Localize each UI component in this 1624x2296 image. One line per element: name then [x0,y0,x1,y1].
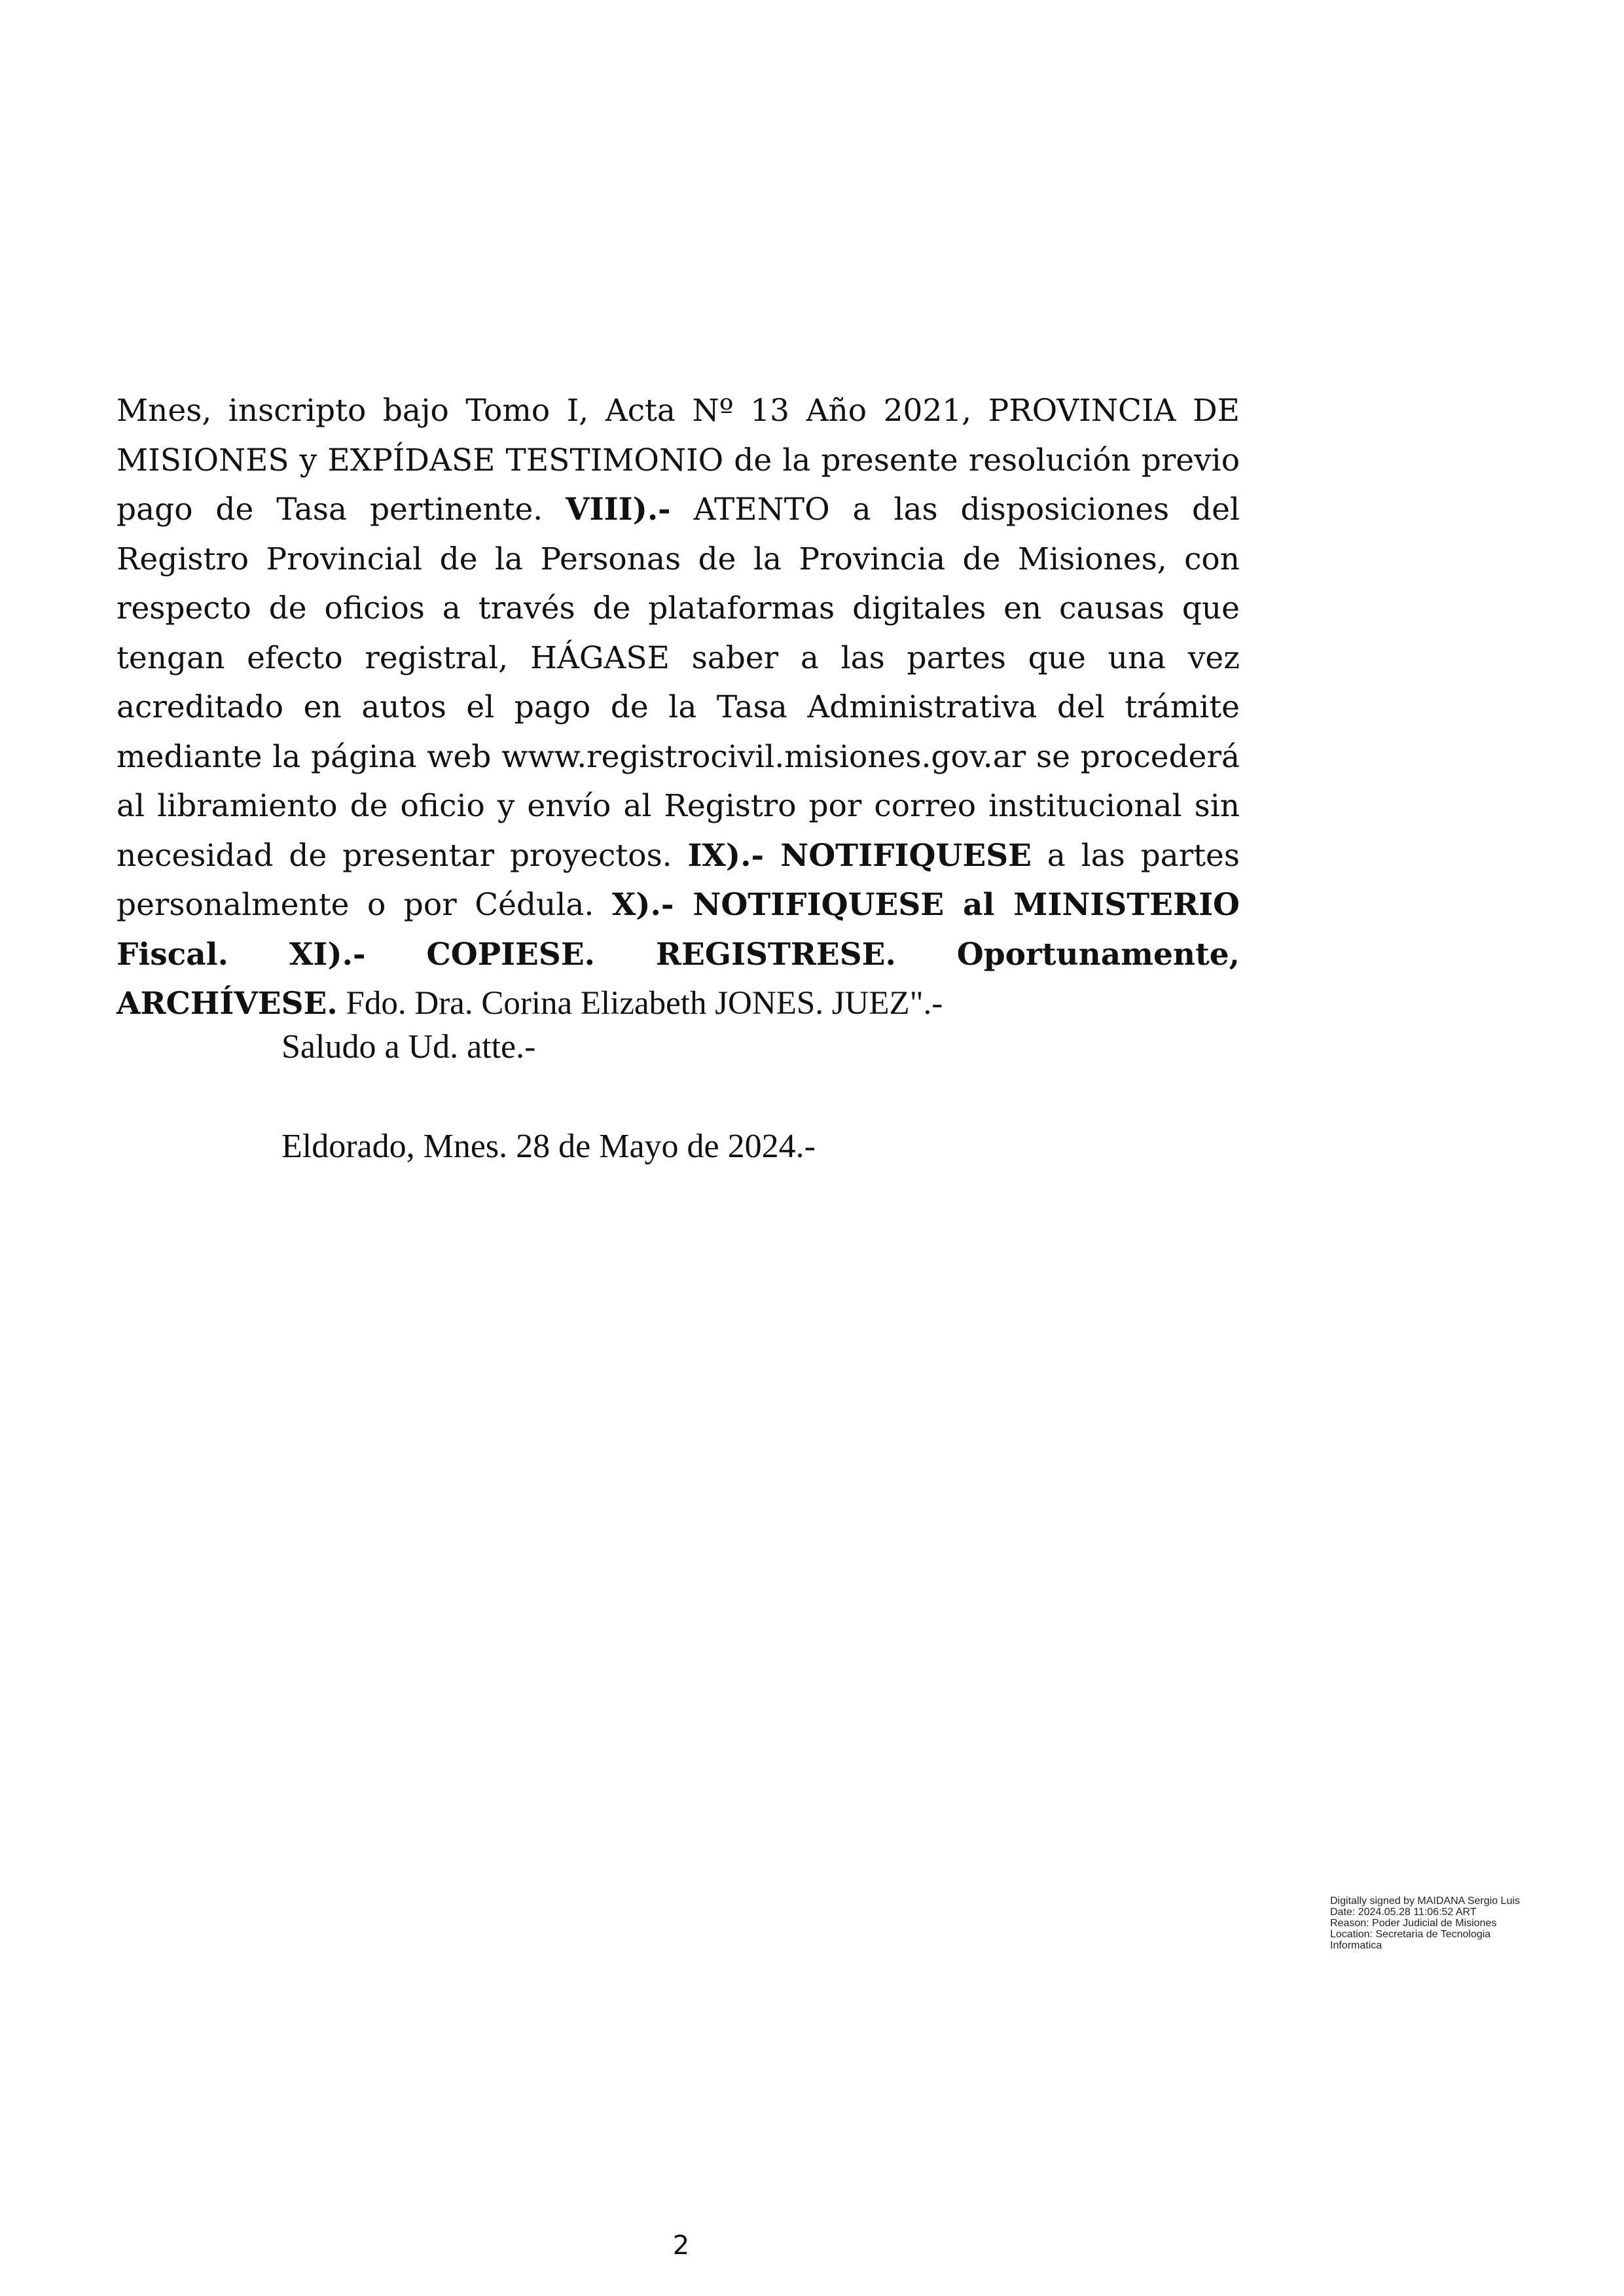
place-date: Eldorado, Mnes. 28 de Mayo de 2024.- [281,1128,816,1165]
section-x-xi-label: X).- NOTIFIQUESE al MINISTERIO Fiscal. XI).- COPIESE. REGISTRESE. Oportunamente, ARCHÍVESE. [117,887,1240,1022]
resolution-text-part1: Mnes, inscripto bajo Tomo I, Acta Nº 13 Año 2021, PROVINCIA DE MISIONES y EXPÍDASE TESTIMONIO de la presente resolución previo pago de Tasa pertinente. [117,393,1240,528]
resolution-text-part2: ATENTO a las disposiciones del Registro Provincial de la Personas de la Provincia de Misiones, con respecto de oficios a través de plataformas digitales en causas que tengan efecto registral, HÁGASE saber a las partes que una vez acreditado en autos el pago de la Tasa Administrativa del trámite mediante la página web www.registrocivil.misiones.gov.ar se procederá al libramiento de oficio y envío al Registro por correo institucional sin necesidad de presentar proyectos. [117,492,1240,874]
signature-location: Location: Secretaria de Tecnologia [1330,1929,1491,1940]
digital-signature-stamp [1330,1895,1566,1951]
section-ix-label: IX).- NOTIFIQUESE [687,837,1032,874]
resolution-body-paragraph [117,386,1240,1029]
resolution-text-part3: a las partes personalmente o por Cédula. [117,837,1240,923]
greeting: Saludo a Ud. atte.- [281,1028,536,1066]
signer-line: Fdo. Dra. Corina Elizabeth JONES. JUEZ".- [337,985,943,1022]
signature-date: Date: 2024.05.28 11:06:52 ART [1330,1907,1477,1918]
signature-location-cont: Informatica [1330,1940,1382,1951]
signature-reason: Reason: Poder Judicial de Misiones [1330,1918,1497,1929]
page-number: 2 [672,2231,690,2261]
signature-signed-by: Digitally signed by MAIDANA Sergio Luis [1330,1895,1520,1907]
section-viii-label: VIII).- [566,492,671,528]
